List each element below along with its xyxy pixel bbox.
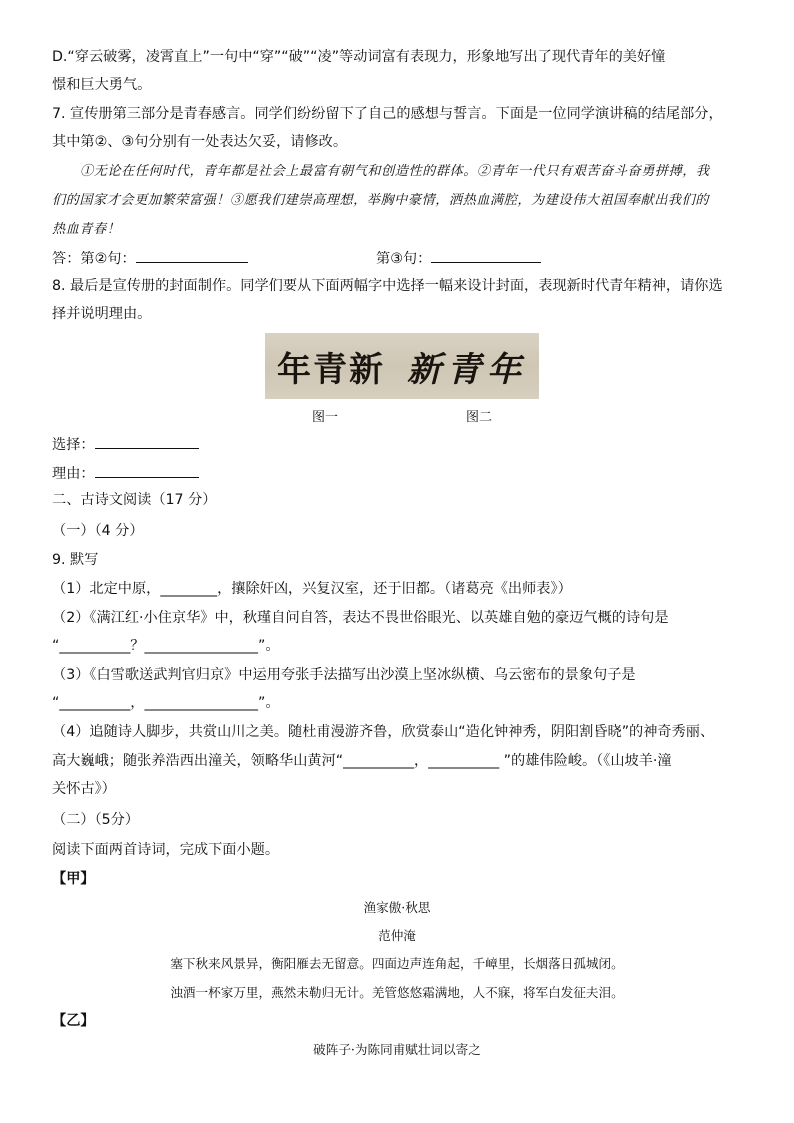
question-7-line1: 7. 宣传册第三部分是青春感言。同学们纷纷留下了自己的感想与誓言。下面是一位同学演讲稿的结尾部分， [52,106,723,122]
poem-yi-title: 破阵子·为陈同甫赋壮词以寄之 [313,1042,481,1057]
poem-jia-line2: 浊酒一杯家万里，燕然未勒归无计。羌管悠悠霜满地，人不寐，将军白发征夫泪。 [170,985,624,1000]
reason-row [52,462,199,484]
question-9-4c: 关怀古》） [52,781,116,797]
speech-line2: 们的国家才会更加繁荣富强！③愿我们建崇高理想，举胸中豪情，洒热血满腔，为建设伟大祖国奉献出我们的 [52,193,709,208]
option-d-line2: 憬和巨大勇气。 [52,77,152,93]
reason-label: 理由： [52,466,95,482]
question-9-4a: （4）追随诗人脚步，共赏山川之美。随杜甫漫游齐鲁，欣赏泰山“造化钟神秀，阴阳割昏晓”的神奇秀丽、 [52,724,715,740]
reason-blank[interactable] [95,462,199,478]
choose-blank[interactable] [95,433,199,449]
caption-figure-2: 图二 [466,410,493,425]
part-1-title: （一）（4 分） [52,523,144,539]
question-9-4b: 高大巍峨；随张养浩西出潼关，领略华山黄河“__________，__________ ”的雄伟险峻。（《山坡羊·潼 [52,753,672,769]
choose-label: 选择： [52,437,95,453]
calligraphy-left: 年青新 [277,349,385,390]
section-2-title: 二、古诗文阅读（17 分） [52,492,217,508]
question-8-line2: 择并说明理由。 [52,306,152,322]
poem-jia-label: 【甲】 [52,871,95,887]
part-2-title: （二）（5分） [52,812,140,828]
question-7-line2: 其中第②、③句分别有一处表达欠妥，请修改。 [52,134,348,150]
answer-row [52,247,248,269]
calligraphy-image [265,333,539,399]
question-9: 9. 默写 [52,552,99,568]
choose-row [52,433,199,455]
question-9-2a: （2）《满江红·小住京华》中，秋瑾自问自答，表达不畏世俗眼光、以英雄自勉的豪迈气概的诗句是 [52,610,669,626]
answer-row-3 [376,247,541,269]
question-8-line1: 8. 最后是宣传册的封面制作。同学们要从下面两幅字中选择一幅来设计封面，表现新时代青年精神，请你选 [52,278,723,294]
question-9-2b: “__________？________________”。 [52,638,280,654]
question-9-3a: （3）《白雪歌送武判官归京》中运用夸张手法描写出沙漠上坚冰纵横、乌云密布的景象句子是 [52,667,636,683]
reading-intro: 阅读下面两首诗词，完成下面小题。 [52,842,280,858]
answer-blank-2[interactable] [136,247,248,263]
option-d-line1: D.“穿云破雾，凌霄直上”一句中“穿”“破”“凌”等动词富有表现力，形象地写出了现代青年的美好憧 [52,49,666,65]
speech-line3: 热血青春！ [52,222,121,237]
poem-jia-author: 范仲淹 [378,928,416,943]
question-9-1: （1）北定中原，________，攘除奸凶，兴复汉室，还于旧都。（诸葛亮《出师表》） [52,581,572,597]
poem-yi-label: 【乙】 [52,1013,95,1029]
poem-jia-title: 渔家傲·秋思 [363,900,431,915]
answer-label-3: 第③句： [376,251,432,267]
answer-label-2: 答：第②句： [52,251,136,267]
speech-line1: ①无论在任何时代，青年都是社会上最富有朝气和创造性的群体。②青年一代只有艰苦奋斗奋勇拼搏，我 [80,164,710,179]
question-9-3b: “__________，________________”。 [52,695,280,711]
poem-jia-line1: 塞下秋来风景异，衡阳雁去无留意。四面边声连角起，千嶂里，长烟落日孤城闭。 [170,956,624,971]
answer-blank-3[interactable] [431,247,541,263]
calligraphy-right: 新青年 [407,349,527,390]
caption-figure-1: 图一 [312,410,339,425]
